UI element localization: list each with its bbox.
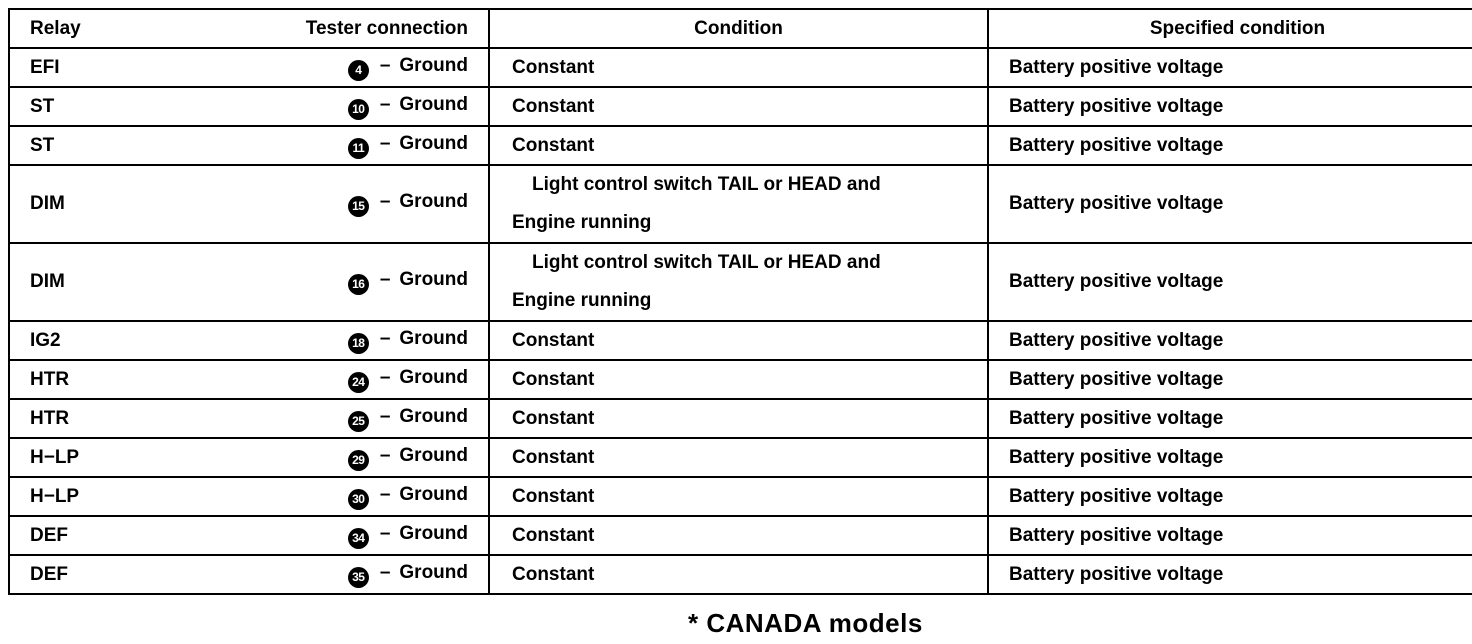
dash-separator: –: [379, 366, 391, 388]
terminal-number: 15: [348, 196, 369, 217]
specified-condition-cell: Battery positive voltage: [988, 165, 1472, 243]
table-row: [9, 516, 1472, 555]
condition-cell: Constant: [489, 87, 988, 126]
terminal-number: 11: [348, 138, 369, 159]
ground-label: Ground: [399, 444, 468, 466]
condition-cell: [489, 243, 988, 321]
specified-condition-cell: Battery positive voltage: [988, 126, 1472, 165]
relay-name: HTR: [30, 407, 70, 429]
relay-tester-cell: [9, 165, 489, 243]
terminal-number: 30: [348, 489, 369, 510]
specified-condition-cell: Battery positive voltage: [988, 516, 1472, 555]
relay-name: DEF: [30, 524, 68, 546]
specified-condition-cell: Battery positive voltage: [988, 321, 1472, 360]
table-row: [9, 360, 1472, 399]
header-specified-condition: Specified condition: [988, 9, 1472, 48]
table-row: [9, 477, 1472, 516]
table-row: [9, 165, 1472, 243]
ground-label: Ground: [399, 93, 468, 115]
dash-separator: –: [379, 132, 391, 154]
ground-label: Ground: [399, 327, 468, 349]
condition-cell: [489, 165, 988, 243]
tester-connection: [348, 94, 468, 120]
dash-separator: –: [379, 483, 391, 505]
footnote-canada-models: * CANADA models: [688, 608, 923, 638]
condition-cell: Constant: [489, 555, 988, 594]
dash-separator: –: [379, 405, 391, 427]
relay-tester-cell: [9, 48, 489, 87]
terminal-number: 24: [348, 372, 369, 393]
relay-name: DEF: [30, 563, 68, 585]
tester-connection: [348, 484, 468, 510]
relay-name: H−LP: [30, 485, 80, 507]
relay-name: ST: [30, 134, 55, 156]
tester-connection: [348, 191, 468, 217]
terminal-number: 34: [348, 528, 369, 549]
relay-tester-cell: [9, 360, 489, 399]
condition-cell: Constant: [489, 399, 988, 438]
terminal-number: 18: [348, 333, 369, 354]
condition-line-1: Light control switch TAIL or HEAD and: [532, 174, 881, 195]
terminal-number: 4: [348, 60, 369, 81]
relay-name: HTR: [30, 368, 70, 390]
relay-name: IG2: [30, 329, 61, 351]
ground-label: Ground: [399, 191, 468, 212]
table-row: [9, 555, 1472, 594]
ground-label: Ground: [399, 132, 468, 154]
relay-name: ST: [30, 95, 55, 117]
relay-tester-cell: [9, 555, 489, 594]
relay-tester-cell: [9, 399, 489, 438]
dash-separator: –: [379, 269, 391, 290]
ground-label: Ground: [399, 405, 468, 427]
tester-connection: [348, 367, 468, 393]
table-row: [9, 243, 1472, 321]
table-row: [9, 321, 1472, 360]
tester-connection: [348, 55, 468, 81]
condition-cell: Constant: [489, 360, 988, 399]
relay-tester-cell: [9, 321, 489, 360]
table-row: [9, 48, 1472, 87]
relay-name: DIM: [30, 193, 65, 214]
ground-label: Ground: [399, 366, 468, 388]
tester-connection: [348, 269, 468, 295]
tester-connection: [348, 562, 468, 588]
relay-tester-cell: [9, 516, 489, 555]
header-condition: Condition: [489, 9, 988, 48]
specified-condition-cell: Battery positive voltage: [988, 87, 1472, 126]
dash-separator: –: [379, 54, 391, 76]
condition-cell: Constant: [489, 126, 988, 165]
terminal-number: 16: [348, 274, 369, 295]
condition-cell: Constant: [489, 321, 988, 360]
condition-line-2: Engine running: [512, 212, 652, 233]
ground-label: Ground: [399, 483, 468, 505]
dash-separator: –: [379, 522, 391, 544]
terminal-number: 10: [348, 99, 369, 120]
dash-separator: –: [379, 191, 391, 212]
header-tester-connection: Tester connection: [305, 17, 468, 39]
tester-connection: [348, 406, 468, 432]
condition-line-2: Engine running: [512, 290, 652, 311]
specified-condition-cell: Battery positive voltage: [988, 360, 1472, 399]
specified-condition-cell: Battery positive voltage: [988, 399, 1472, 438]
relay-name: EFI: [30, 56, 60, 78]
header-relay-tester: [9, 9, 489, 48]
dash-separator: –: [379, 93, 391, 115]
dash-separator: –: [379, 444, 391, 466]
relay-name: H−LP: [30, 446, 80, 468]
header-row: [9, 9, 1472, 48]
tester-connection: [348, 523, 468, 549]
terminal-number: 25: [348, 411, 369, 432]
relay-tester-cell: [9, 477, 489, 516]
table-row: [9, 87, 1472, 126]
table-row: [9, 126, 1472, 165]
dash-separator: –: [379, 327, 391, 349]
tester-connection: [348, 328, 468, 354]
dash-separator: –: [379, 561, 391, 583]
table-row: [9, 438, 1472, 477]
tester-connection: [348, 445, 468, 471]
tester-connection: [348, 133, 468, 159]
relay-tester-cell: [9, 243, 489, 321]
table-row: [9, 399, 1472, 438]
ground-label: Ground: [399, 269, 468, 290]
ground-label: Ground: [399, 54, 468, 76]
ground-label: Ground: [399, 522, 468, 544]
condition-line-1: Light control switch TAIL or HEAD and: [532, 252, 881, 273]
relay-tester-cell: [9, 126, 489, 165]
ground-label: Ground: [399, 561, 468, 583]
condition-cell: Constant: [489, 48, 988, 87]
header-relay: Relay: [30, 17, 81, 39]
terminal-number: 29: [348, 450, 369, 471]
relay-tester-cell: [9, 438, 489, 477]
condition-cell: Constant: [489, 477, 988, 516]
specified-condition-cell: Battery positive voltage: [988, 243, 1472, 321]
specified-condition-cell: Battery positive voltage: [988, 48, 1472, 87]
specified-condition-cell: Battery positive voltage: [988, 477, 1472, 516]
specified-condition-cell: Battery positive voltage: [988, 555, 1472, 594]
specified-condition-cell: Battery positive voltage: [988, 438, 1472, 477]
relay-tester-cell: [9, 87, 489, 126]
relay-name: DIM: [30, 271, 65, 292]
relay-inspection-table: [8, 8, 1472, 595]
condition-cell: Constant: [489, 516, 988, 555]
terminal-number: 35: [348, 567, 369, 588]
condition-cell: Constant: [489, 438, 988, 477]
